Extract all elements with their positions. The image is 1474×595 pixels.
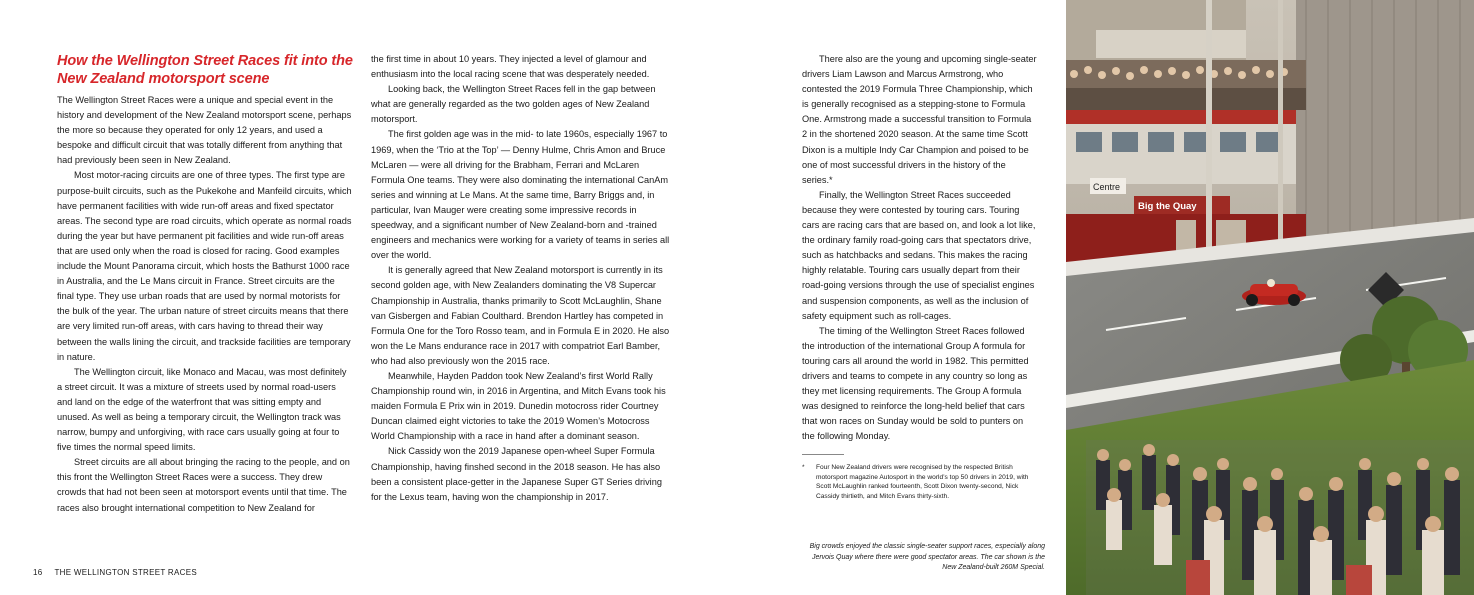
footnote xyxy=(802,463,1038,501)
col2-para-4: It is generally agreed that New Zealand motorsport is currently in its second golden age, with New Zealanders dominating the V8 Supercar Championship in Australia, thanks primarily to Scott McLaughlin, Shane van Gisbergen and Fabian Coulthard. Brendon Hartley has competed in Formula One for the Toro Rosso team, and in Formula E in 2020. He also won the Le Mans endurance race in 2017 with compatriot Earl Bamber, who had also previously won the 2015 race. xyxy=(371,265,670,366)
col1-para-1: The Wellington Street Races were a unique and special event in the history and development of the New Zealand motorsport scene, perhaps the more so because they operated for only 12 years, and used a bespoke and difficult circuit that was totally different from anything that had previously been seen in New Zealand. xyxy=(57,95,352,166)
running-title: THE WELLINGTON STREET RACES xyxy=(54,568,197,577)
middle-column xyxy=(371,52,671,505)
col2-para-3: The first golden age was in the mid- to late 1960s, especially 1967 to 1969, when the ‘Trio at the Top’ — Denny Hulme, Chris Amon and Bruce McLaren — were all driving for the Brabham, Ferrari and McLaren Formula One teams. They were also dominating the international CanAm series and winning at Le Mans. At the same time, Barry Briggs and, in particular, Ivan Mauger were creating some impressive records in speedway, and a significant number of New Zealand-born and -trained engineers and mechanics were working for a variety of teams in series all over the world. xyxy=(371,129,670,261)
col2-para-1: the first time in about 10 years. They injected a level of glamour and enthusiasm into the local racing scene that was desperately needed. xyxy=(371,54,650,80)
left-column xyxy=(57,52,353,516)
photo-sign-quay: Big the Quay xyxy=(1138,201,1197,212)
footnote-mark: * xyxy=(802,464,805,472)
col3-para-3: The timing of the Wellington Street Races followed the introduction of the international Group A formula for touring cars all around the world in 1982. This permitted drivers and teams to compete in any country so long as they met licensing requirements. The Group A formula was designed to reinforce the long-held belief that cars that won races on Sunday would be sold to punters on the following Monday. xyxy=(802,325,1029,442)
race-photo xyxy=(1066,0,1474,595)
page-footer xyxy=(33,568,209,577)
col2-para-6: Nick Cassidy won the 2019 Japanese open-wheel Super Formula Championship, having finshed second in the 2018 season. He has also been a consistent place-getter in the Japanese Super GT Series driving for the Lexus team, having won the championship in 2017. xyxy=(371,446,662,502)
col3-para-2: Finally, the Wellington Street Races succeeded because they were contested by touring cars. Touring cars are racing cars that are based on, and look a lot like, the ordinary family road-going cars that spectators drive, such as hatchbacks and sedans. This makes the racing highly relatable. Touring cars usually depart from their road-going versions through the use of specialist engines and suspension components, as well as the inclusion of safety equipment such as roll-cages. xyxy=(802,189,1036,321)
col1-para-2: Most motor-racing circuits are one of three types. The first type are purpose-built circuits, such as the Pukekohe and Manfeild circuits, which have permanent facilities with wide run-off areas and fixed spectator areas. The second type are road circuits, which operate as normal roads during the year but have permanent pit facilities and wide run-off areas that are used only when the road is closed for racing. Good examples include the Mount Panorama circuit, which hosts the Bathurst 1000 race in Australia, and the Le Mans circuit in France. Street circuits are the final type. They use urban roads that are used by normal motorists for the bulk of the year. The urban nature of street circuits means that there are very limited run-off areas, with cars having to thread their way between the walls lining the circuit, and trackside facilities are temporary in nature. xyxy=(57,170,352,362)
photo-sign-centre: Centre xyxy=(1093,182,1121,192)
col1-para-3: The Wellington circuit, like Monaco and Macau, was most definitely a street circuit. It was a mixture of streets used by normal road-users and land on the edge of the waterfront that was sitting empty and unused. As well as being a temporary circuit, the Wellington track was narrow, bumpy and unforgiving, with race cars usually going at four to five times the normal speed limits. xyxy=(57,366,347,453)
section-heading: How the Wellington Street Races fit into the New Zealand motorsport scene xyxy=(57,53,353,87)
col2-para-5: Meanwhile, Hayden Paddon took New Zealand’s first World Rally Championship round win, in 2016 in Argentina, and Mitch Evans took his maiden Formula E Prix win in 2019. Dunedin motocross rider Courtney Duncan claimed eight victories to take the 2019 Women’s Motocross World Championship with a race in hand after a dominant season. xyxy=(371,370,666,442)
col3-para-1: There also are the young and upcoming single-seater drivers Liam Lawson and Marcus Armstrong, who contested the 2019 Formula Three Championship, which is generally recognised as a stepping-stone to Formula One. Armstrong made a successful transition to Formula 2 in the shortened 2020 season. At the same time Scott Dixon is a multiple Indy Car Champion and poised to be one of most successful drivers in the history of the series.* xyxy=(802,54,1037,185)
footnote-rule xyxy=(802,454,844,455)
footnote-text: Four New Zealand drivers were recognised by the respected British motorsport magazine Autosport in the world’s top 50 drivers in 2019, with Scott McLaughlin ranked fourteenth, Scott Dixon twenty-second, Nick Cassidy thirtieth, and Mitch Evans thirty-sixth. xyxy=(816,464,1029,500)
page-number: 16 xyxy=(33,568,43,577)
right-column xyxy=(802,52,1038,501)
col1-para-4: Street circuits are all about bringing the racing to the people, and on this front the Wellington Street Races were a success. They drew crowds that had not been seen at motorsport events until that time. The races also brought international competition to New Zealand for xyxy=(57,457,350,513)
col2-para-2: Looking back, the Wellington Street Races fell in the gap between what are generally regarded as the two golden ages of New Zealand motorsport. xyxy=(371,84,656,125)
photo-caption: Big crowds enjoyed the classic single-seater support races, especially along Jervois Quay where there were good spectator areas. The car shown is the New Zealand-built 260M Special. xyxy=(809,543,1045,571)
